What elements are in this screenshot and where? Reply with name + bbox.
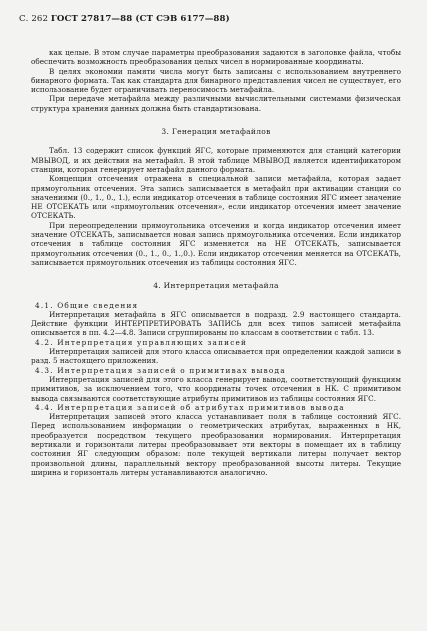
section-heading: 3. Генерация метафайлов (161, 127, 271, 137)
paragraph: Концепция отсечения отражена в специальной записи метафайла, которая задает прямоугольник отсечения. Эта запись записывается в метафайл при активации станции со значениями (0., 1., 0., 1.), если индикатор отсечения в таблице состояния ЯГС имеет значение НЕ ОТСЕКАТЬ или «прямоугольник отсечения», если индикатор отсечения имеет значение ОТСЕКАТЬ. (31, 174, 401, 221)
paragraph: Интерпретация записей этого класса устанавливает поля в таблице состояний ЯГС. Перед использованием информации о геометрических атрибутах, выраженных в НК, преобразуется посредством текущего преобразования нормирования. Интерпретация вертикали и горизонтали литеры преобразовывает эти векторы в помещает их в таблицу состояния ЯГ следующим образом: поле текущей вертикали литеры получает вектор произвольной длины, параллельный вектору преобразованной высоты литеры. Текущие ширина и горизонталь литеры устанавливаются аналогично. (31, 412, 401, 477)
paragraph: Интерпретация записей для этого класса описывается при определении каждой записи в разд. 5 настоящего приложения. (31, 347, 401, 366)
paragraph: При переопределении прямоугольника отсечения и когда индикатор отсечения имеет значение ОТСЕКАТЬ, записывается новая запись прямоугольника отсечения. Если индикатор отсечения в таблице состояния ЯГС изменяется на НЕ ОТСЕКАТЬ, записывается прямоугольник отсечения (0., 1., 0., 1.,0.). Если индикатор отсечения меняется на ОТСЕКАТЬ, записывается прямоугольник отсечения из таблицы состояния ЯГС. (31, 220, 401, 267)
page-body (31, 48, 401, 477)
paragraph: как целые. В этом случае параметры преобразования задаются в заголовке файла, чтобы обеспечить возможность преобразования целых чисел в нормированные координаты. (31, 48, 401, 67)
paragraph: Интерпретация записей для этого класса генерирует вывод, соответствующий функциям примитивов, за исключением того, что координаты точек отсечения в НК. С примитивом вывода связываются соответствующие атрибуты примитивов из таблицы состояния ЯГС. (31, 374, 401, 403)
page-header (19, 14, 230, 24)
paragraph: Интерпретация метафайла в ЯГС описывается в подразд. 2.9 настоящего стандарта. Действие функции ИНТЕРПРЕТИРОВАТЬ ЗАПИСЬ для всех типов записей метафайла описывается в пп. 4.2—4.8. Записи сгруппированы по классам в соответствии с табл. 13. (31, 309, 401, 338)
subsection-heading: 4.1. Общие сведения (35, 300, 139, 310)
paragraph: В целях экономии памяти числа могут быть записаны с использованием внутреннего бинарного формата. Так как стандарта для бинарного представления чисел не существует, его использование будет ограничивать переносимость метафайла. (31, 66, 401, 95)
standard-title: ГОСТ 27817—88 (СТ СЭВ 6177—88) (50, 14, 230, 24)
paragraph: При передаче метафайла между различными вычислительными системами физическая структура хранения данных должна быть стандартизована. (31, 94, 401, 113)
subsection-heading: 4.4. Интерпретация записей об атрибутах примитивов вывода (35, 402, 345, 412)
page-ref: С. 262 (19, 14, 49, 24)
subsection-heading: 4.2. Интерпретация управляющих записей (35, 337, 248, 347)
subsection-heading: 4.3. Интерпретация записей о примитивах вывода (35, 365, 286, 375)
section-heading: 4. Интерпретация метафайла (153, 281, 279, 291)
paragraph: Табл. 13 содержит список функций ЯГС, которые применяются для станций категории МВЫВОД, и их действия на метафайл. В этой таблице МВЫВОД является идентификатором станции, которая генерирует метафайл данного формата. (31, 146, 401, 174)
